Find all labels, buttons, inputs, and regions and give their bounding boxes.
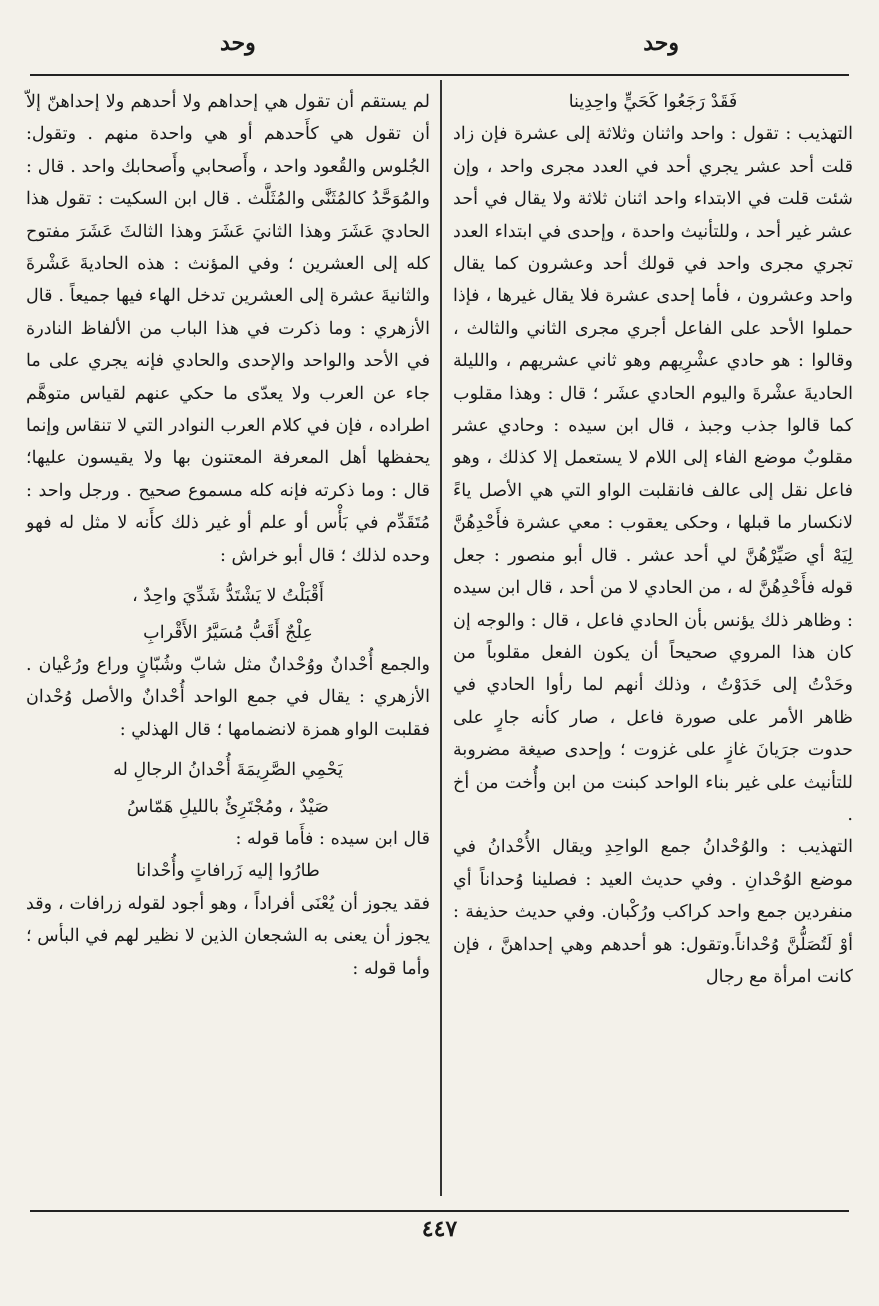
left-column-paragraph-4: فقد يجوز أن يُعْنَى أفراداً ، وهو أجود لقوله زرافات ، وقد يجوز أن يعنى به الشجعان الذين لا نظير لهم في البأس ؛ وأما قوله : [26,893,430,979]
column-divider [440,80,442,1196]
footer-rule [30,1210,849,1212]
verse-abu-khirash-line-2: عِلْجٌ أَقَبُّ مُسَيَّرُ الأَقْرابِ [143,622,313,643]
page-number: ٤٤٧ [421,1216,458,1242]
left-column-paragraph-3: قال ابن سيده : فأَما قوله : [235,828,430,849]
header-entry-right: وحد [643,30,679,56]
verse-hudhali-line-1: يَحْمِي الصَّرِيمَةَ أُحْدانُ الرجالِ له [113,760,343,781]
left-column [26,86,430,1196]
header-rule [30,74,849,76]
verse-abu-khirash-line-1: أَقْبَلْتُ لا يَشْتَدُّ شَدِّيَ واحِدٌ ، [132,586,324,607]
right-column-verse: فَقَدْ رَجَعُوا كَحَيٍّ واحِدِينا [568,92,738,112]
right-column-paragraph-2: التهذيب : والوُحْدانُ جمع الواحِدِ ويقال الأُحْدانُ في موضع الوُحْدانِ . وفي حديث العيد : فصلينا وُحداناً أي منفردين جمع واحد كراكب ورُكْبان. وفي حديث حذيفة : أوْ لَتُصَلُّنَّ وُحْداناً.وتقول: هو أحدهم وهي إحداهنَّ ، فإن كانت امرأة مع رجال [453,837,853,987]
right-column-paragraph-1: التهذيب : تقول : واحد واثنان وثلاثة إلى عشرة فإن زاد قلت أحد عشر يجري أحد في العدد مجرى واحد ، وإن شئت قلت في الابتداء واحد اثنان ثلاثة ولا يقال في أحد عشر غير أحد ، وللتأنيث واحدة ، وإحدى في ابتداء العدد تجري مجرى واحد في قولك أحد وعشرون كما يقال واحد وعشرون ، فأما إحدى عشرة فلا يقال غيرها ، فإذا حملوا الأحد على الفاعل أجري مجرى الثاني والثالث ، وقالوا : هو حادي عشْرِيهم وهو ثاني عشريهم ، والليلة الحاديةَ عشْرةَ واليوم الحادي عشَر ؛ قال : وهذا مقلوب كما قالوا جذب وجبذ ، قال ابن سيده : وحادي عشر مقلوبٌ موضع الفاء إلى اللام لا يستعمل إلا كذلك ، وهو فاعل نقل إلى عالف فانقلبت الواو التي هي الأصل ياءً لانكسار ما قبلها ، وحكى يعقوب : معي عشرة فأَحْدِهُنَّ لِيَهْ أي صَيِّرْهُنَّ لي أحد عشر . قال أبو منصور : جعل قوله فأَحْدِهُنَّ له ، من الحادي لا من أحد ، قال ابن سيده : وظاهر ذلك يؤنس بأن الحادي فاعل ، قال : والوجه إن كان هذا المروي صحيحاً أن يكون الفعل مقلوباً من وحَدْتُ إلى حَدَوْتُ ، وذلك أنهم لما رأوا الحادي في ظاهر الأمر على صورة فاعل ، صار كأنه جارٍ على حدوت جرَيانَ غازٍ على غزوت ؛ وإحدى صيغة مضروبة للتأنيث على غير بناء الواحد كبنت من ابن وأُخت من أخ . [453,124,853,825]
left-column-paragraph-2: والجمع أُحْدانٌ ووُحْدانٌ مثل شابّ وشُبّانٍ وراع ورُعْيان . الأزهري : يقال في جمع الواحد أُحْدانٌ والأصل وُحْدان فقلبت الواو همزة لانضمامها ؛ قال الهذلي : [26,654,430,740]
verse-zarafat: طارُوا إليه زَرافاتٍ وأُحْدانا [136,861,320,882]
left-column-paragraph-1: لم يستقم أن تقول هي إحداهم ولا أحدهم ولا إحداهنّ إلاّ أن تقول هي كأَحدهم أو هي واحدة منهم . وتقول: الجُلوس والقُعود واحد ، وأَصحابي وأَصحابك واحد . قال : والمُوَحَّدُ كالمُثَنَّى والمُثَلَّث . قال ابن السكيت : تقول هذا الحاديَ عَشَرَ وهذا الثانيَ عَشَرَ وهذا الثالثَ عَشَرَ مفتوح كله إلى العشرين ؛ وفي المؤنث : هذه الحاديةَ عَشْرةَ والثانيةَ عشرة إلى العشرين تدخل الهاء فيها جميعاً . قال الأزهري : وما ذكرت في هذا الباب من الألفاظ النادرة في الأحد والواحد والإحدى والحادي فإنه يجري على ما جاء عن العرب ولا يعدّى ما حكي عنهم لقياس متوهَّم اطراده ، فإن في كلام العرب النوادر التي لا تنقاس وإنما يحفظها أهل المعرفة المعتنون بها ولا يقيسون عليها؛ قال : وما ذكرته فإنه كله مسموع صحيح . ورجل واحد : مُتَقَدِّم في بَأْس أو علم أو غير ذلك كأَنه لا مثل له فهو وحده لذلك ؛ قال أبو خراش : [26,92,430,566]
right-column [453,86,853,1196]
header-entry-left: وحد [220,30,256,56]
verse-hudhali-line-2: صَيْدٌ ، ومُجْتَرِئٌ بالليلِ هَمّاسُ [127,796,329,817]
